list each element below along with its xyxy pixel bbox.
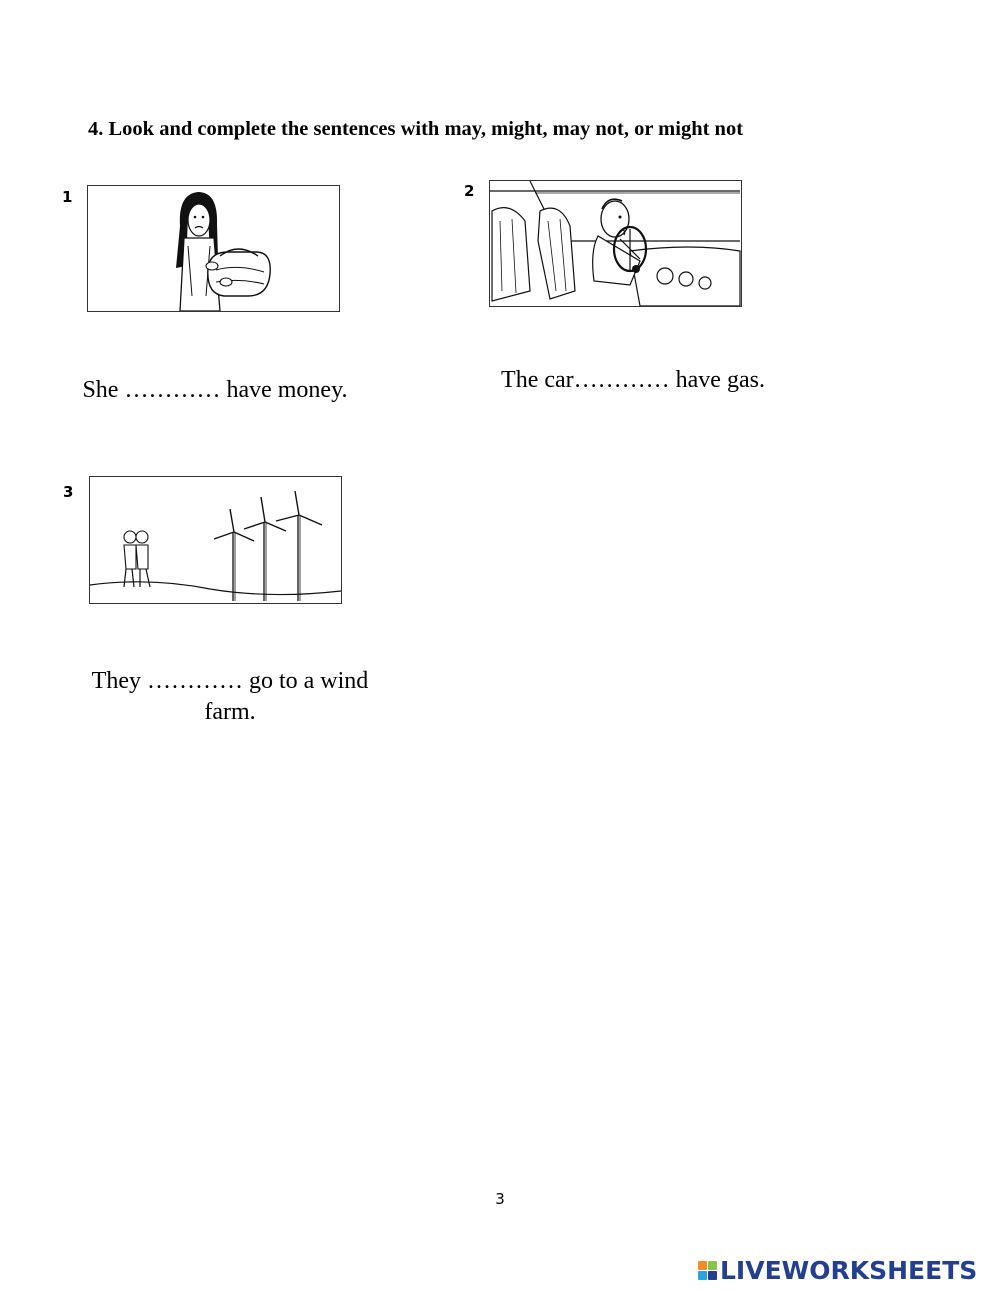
liveworksheets-wordmark: LIVEWORKSHEETS bbox=[720, 1256, 978, 1285]
sentence-1: She ………… have money. bbox=[82, 377, 348, 403]
sentence-3-line-2: farm. bbox=[204, 699, 256, 725]
item-number-1: 1 bbox=[62, 188, 73, 206]
item-number-3: 3 bbox=[63, 483, 74, 501]
liveworksheets-branding bbox=[698, 1256, 977, 1285]
girl-with-purse-illustration bbox=[87, 185, 340, 312]
item-number-2: 2 bbox=[464, 182, 475, 200]
sentence-3 bbox=[55, 666, 405, 728]
sentence-2: The car………… have gas. bbox=[501, 367, 765, 393]
man-driving-car-drawing bbox=[490, 181, 741, 306]
wind-farm-illustration bbox=[89, 476, 342, 604]
page-number: 3 bbox=[495, 1190, 505, 1208]
wind-farm-drawing bbox=[90, 477, 341, 603]
man-driving-car-illustration bbox=[489, 180, 742, 307]
girl-with-purse-drawing bbox=[88, 186, 339, 311]
sentence-3-line-1: They ………… go to a wind bbox=[91, 668, 369, 694]
exercise-heading: 4. Look and complete the sentences with may, might, may not, or might not bbox=[88, 118, 744, 140]
liveworksheets-logo-icon bbox=[698, 1261, 717, 1280]
